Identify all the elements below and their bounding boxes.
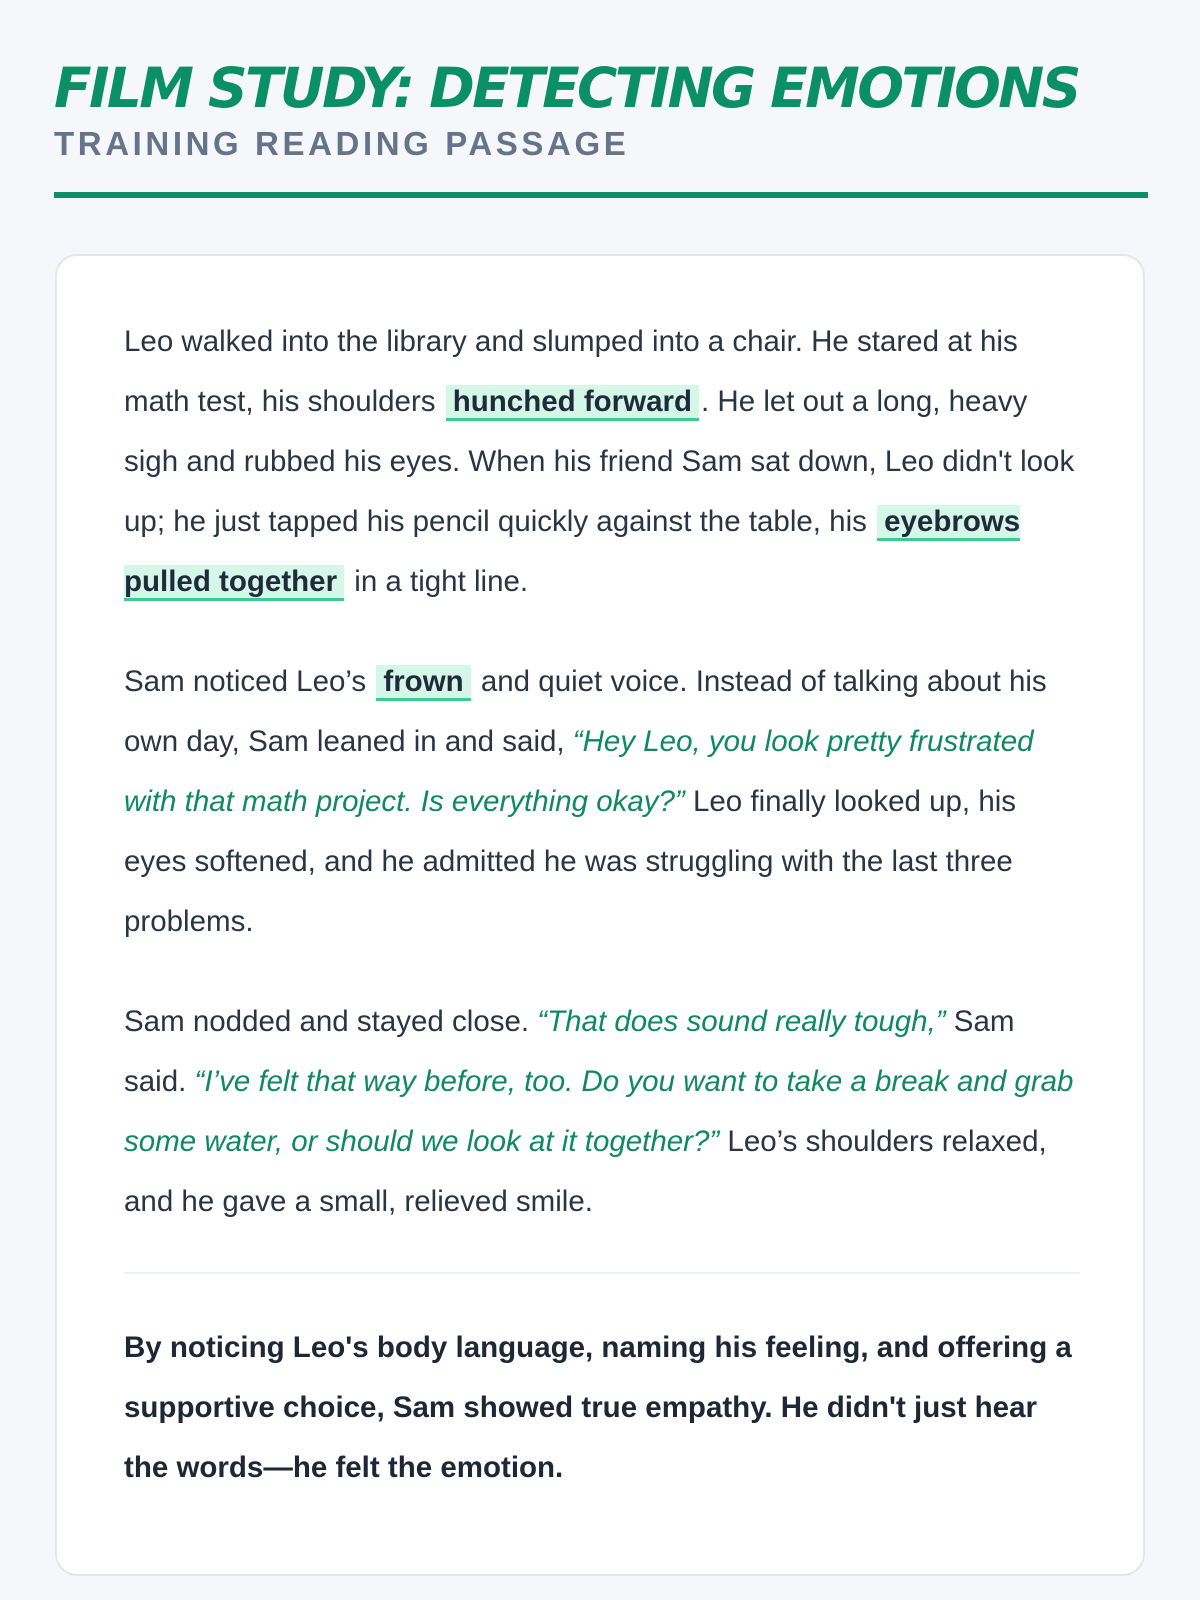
passage-paragraph-1 xyxy=(124,312,1080,612)
dialogue-quote: “Hey Leo, you look pretty frustrated with that math project. Is everything okay?” xyxy=(124,725,1034,818)
passage-paragraph-3 xyxy=(124,992,1080,1232)
paragraph-text: Sam nodded and stayed close. xyxy=(124,1005,538,1038)
paragraph-text: and quiet voice. Instead of talking about his own day, Sam leaned in and said, xyxy=(124,665,1047,758)
paragraph-text: Leo’s shoulders relaxed, and he gave a small, relieved smile. xyxy=(124,1125,1047,1218)
page-header xyxy=(54,58,1148,163)
paragraph-text: . He let out a long, heavy sigh and rubbed his eyes. When his friend Sam sat down, Leo didn't look up; he just tapped his pencil quickly against the table, his xyxy=(124,385,1075,538)
paragraph-text: Leo walked into the library and slumped into a chair. He stared at his math test, his shoulders xyxy=(124,325,1018,418)
conclusion-divider xyxy=(124,1272,1080,1274)
paragraph-text: Sam noticed Leo’s xyxy=(124,665,375,698)
highlighted-cue-eyebrows-pulled-together: eyebrows pulled together xyxy=(124,505,1020,601)
dialogue-quote: “I’ve felt that way before, too. Do you want to take a break and grab some water, or should we look at it together?” xyxy=(124,1065,1074,1158)
highlighted-cue-frown: frown xyxy=(376,665,470,701)
paragraph-text: in a tight line. xyxy=(346,565,529,598)
paragraph-text: Leo finally looked up, his eyes softened, and he admitted he was struggling with the last three problems. xyxy=(124,785,1017,938)
dialogue-quote: “That does sound really tough,” xyxy=(537,1005,946,1038)
passage-paragraph-2 xyxy=(124,652,1080,952)
reading-passage-card xyxy=(55,254,1145,1576)
page-title: FILM STUDY: DETECTING EMOTIONS xyxy=(54,56,1079,120)
header-divider xyxy=(54,192,1148,198)
conclusion-text: By noticing Leo's body language, naming his feeling, and offering a supportive choice, Sam showed true empathy. He didn't just hear the words—he felt the emotion. xyxy=(124,1331,1072,1484)
paragraph-text: Sam said. xyxy=(124,1005,1015,1098)
passage-body xyxy=(124,312,1080,1498)
page-subtitle: TRAINING READING PASSAGE xyxy=(54,125,630,162)
highlighted-cue-hunched-forward: hunched forward xyxy=(446,385,699,421)
